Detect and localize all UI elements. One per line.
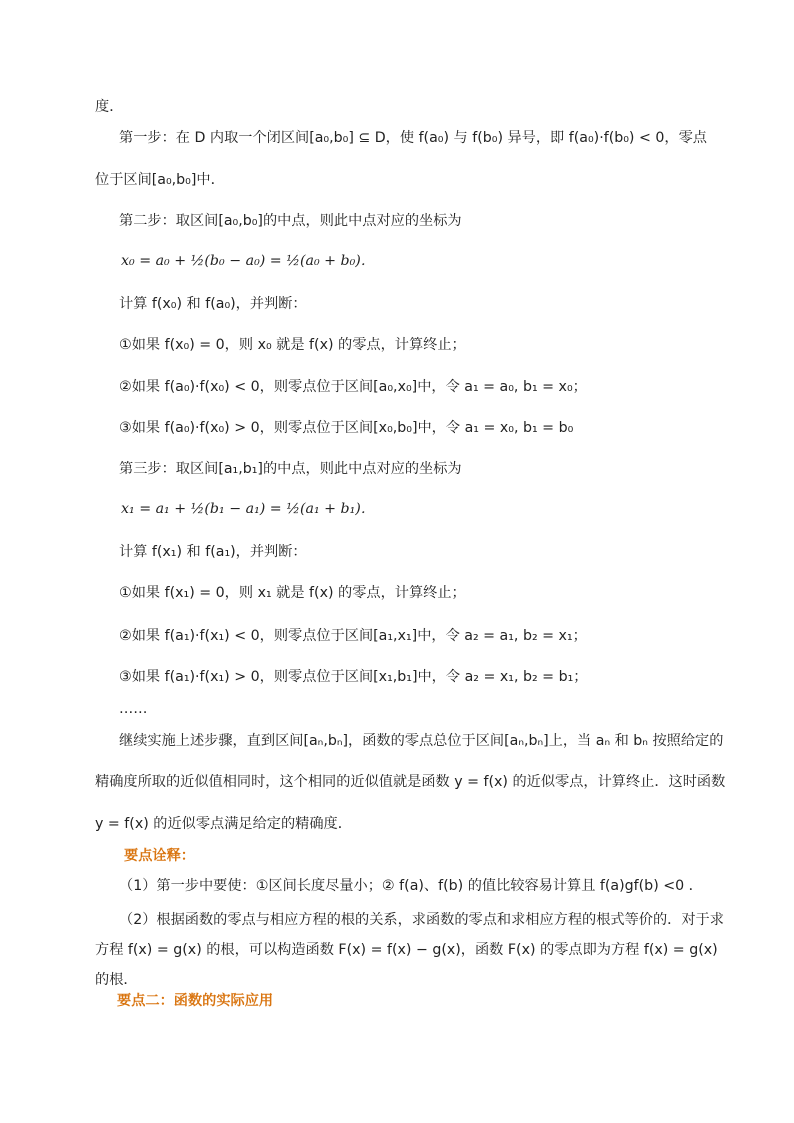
text-line: ①如果 f(x₁) = 0，则 x₁ 就是 f(x) 的零点，计算终止； — [119, 585, 466, 601]
text-line: 计算 f(x₀) 和 f(a₀)，并判断： — [119, 296, 307, 312]
text-line: 第二步：取区间[a₀,b₀]的中点，则此中点对应的坐标为 — [119, 213, 462, 229]
section-heading: 要点二：函数的实际应用 — [117, 993, 274, 1009]
text-line: 度． — [95, 99, 124, 115]
formula-x0: x₀ = a₀ + ½(b₀ − a₀) = ½(a₀ + b₀)． — [121, 253, 376, 269]
text-line: 第一步：在 D 内取一个闭区间[a₀,b₀] ⊆ D，使 f(a₀) 与 f(b₀) 异号，即 f(a₀)·f(b₀) < 0，零点 — [119, 130, 707, 146]
text-line: 的根． — [95, 972, 138, 988]
section-heading: 要点诠释： — [124, 848, 195, 864]
ellipsis: …… — [119, 701, 148, 717]
text-line: ③如果 f(a₀)·f(x₀) > 0，则零点位于区间[x₀,b₀]中，令 a₁ = x₀, b₁ = b₀ — [119, 420, 574, 436]
text-line: 位于区间[a₀,b₀]中． — [95, 172, 225, 188]
text-line: 计算 f(x₁) 和 f(a₁)，并判断： — [119, 544, 307, 560]
text-line: 第三步：取区间[a₁,b₁]的中点，则此中点对应的坐标为 — [119, 461, 462, 477]
text-line: y = f(x) 的近似零点满足给定的精确度． — [95, 816, 352, 832]
text-line: ③如果 f(a₁)·f(x₁) > 0，则零点位于区间[x₁,b₁]中，令 a₂ = x₁, b₂ = b₁； — [119, 669, 588, 685]
text-line: ②如果 f(a₀)·f(x₀) < 0，则零点位于区间[a₀,x₀]中，令 a₁ = a₀, b₁ = x₀； — [119, 379, 587, 395]
text-line: （1）第一步中要使：①区间长度尽量小；② f(a)、f(b) 的值比较容易计算且 f(a)gf(b) <0 ． — [119, 878, 703, 894]
text-line: 方程 f(x) = g(x) 的根，可以构造函数 F(x) = f(x) − g(x)，函数 F(x) 的零点即为方程 f(x) = g(x) — [95, 942, 718, 958]
text-line: 继续实施上述步骤，直到区间[aₙ,bₙ]，函数的零点总位于区间[aₙ,bₙ]上，当 aₙ 和 bₙ 按照给定的 — [119, 733, 724, 749]
text-line: 精确度所取的近似值相同时，这个相同的近似值就是函数 y = f(x) 的近似零点，计算终止．这时函数 — [95, 774, 726, 790]
formula-x1: x₁ = a₁ + ½(b₁ − a₁) = ½(a₁ + b₁)． — [121, 501, 376, 517]
text-line: ②如果 f(a₁)·f(x₁) < 0，则零点位于区间[a₁,x₁]中，令 a₂ = a₁, b₂ = x₁； — [119, 628, 587, 644]
text-line: （2）根据函数的零点与相应方程的根的关系，求函数的零点和求相应方程的根式等价的．对于求 — [119, 912, 724, 928]
text-line: ①如果 f(x₀) = 0，则 x₀ 就是 f(x) 的零点，计算终止； — [119, 337, 466, 353]
